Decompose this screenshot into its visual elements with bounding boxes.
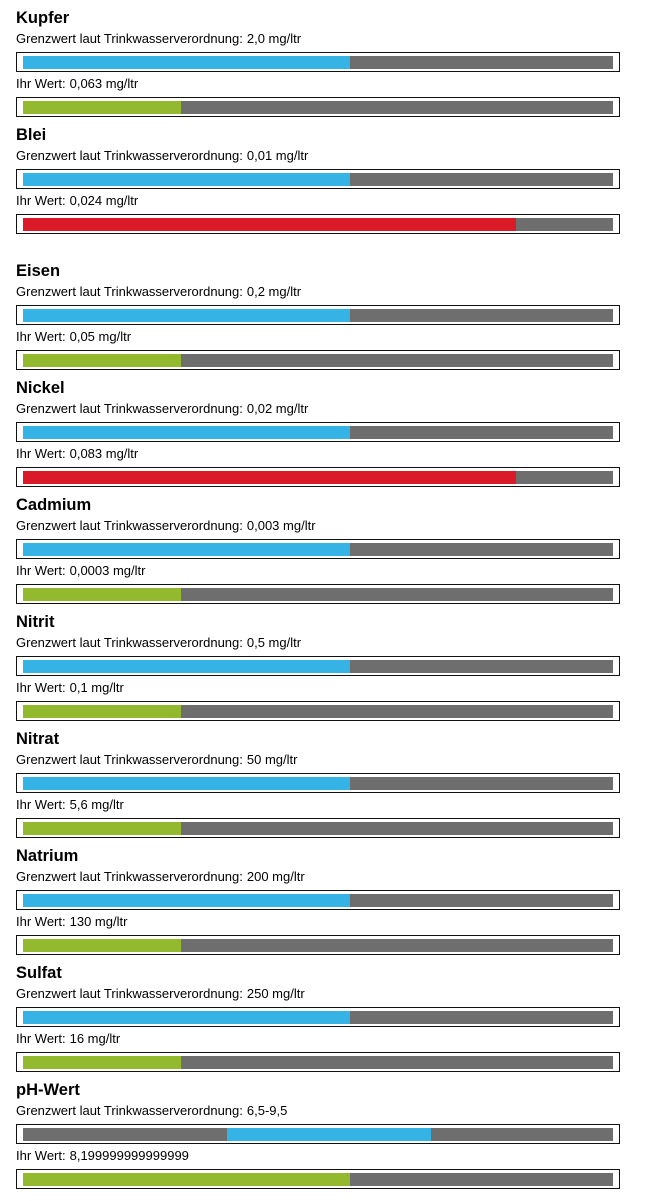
limit-line (16, 986, 305, 1002)
bar-track (23, 588, 613, 601)
limit-bar-fill (23, 1011, 350, 1024)
parameter-name: Sulfat (16, 964, 62, 982)
value-text: 0,05 mg/ltr (69, 329, 132, 344)
value-label: Ihr Wert: (16, 76, 66, 91)
value-line (16, 1031, 120, 1047)
bar-track (23, 939, 613, 952)
limit-bar-fill (23, 777, 350, 790)
value-bar (16, 818, 620, 838)
bar-track (23, 1011, 613, 1024)
limit-line (16, 284, 301, 300)
value-text: 5,6 mg/ltr (69, 797, 124, 812)
value-label: Ihr Wert: (16, 914, 66, 929)
parameter-name: Blei (16, 126, 47, 144)
value-label: Ihr Wert: (16, 563, 66, 578)
bar-track (23, 660, 613, 673)
value-line (16, 193, 138, 209)
limit-bar (16, 169, 620, 189)
limit-value: 50 mg/ltr (246, 752, 298, 767)
value-line (16, 914, 127, 930)
value-bar-fill (23, 588, 181, 601)
value-label: Ihr Wert: (16, 329, 66, 344)
value-bar (16, 584, 620, 604)
limit-bar-fill (23, 173, 350, 186)
parameter-name: Natrium (16, 847, 79, 865)
limit-bar-fill (227, 1128, 431, 1141)
value-bar (16, 1169, 620, 1189)
limit-value: 200 mg/ltr (246, 869, 305, 884)
limit-value: 0,5 mg/ltr (246, 635, 302, 650)
limit-value: 2,0 mg/ltr (246, 31, 302, 46)
bar-track (23, 822, 613, 835)
value-line (16, 680, 124, 696)
limit-label: Grenzwert laut Trinkwasserverordnung: (16, 1103, 243, 1118)
bar-track (23, 101, 613, 114)
limit-value: 0,2 mg/ltr (246, 284, 302, 299)
limit-label: Grenzwert laut Trinkwasserverordnung: (16, 284, 243, 299)
value-bar-fill (23, 218, 516, 231)
bar-track (23, 1128, 613, 1141)
bar-track (23, 309, 613, 322)
limit-label: Grenzwert laut Trinkwasserverordnung: (16, 752, 243, 767)
value-text: 8,199999999999999 (69, 1148, 189, 1163)
parameter-name: Cadmium (16, 496, 92, 514)
limit-bar (16, 890, 620, 910)
parameter-name: pH-Wert (16, 1081, 80, 1099)
value-bar-fill (23, 1056, 181, 1069)
value-bar-fill (23, 101, 181, 114)
value-bar (16, 1052, 620, 1072)
value-bar (16, 467, 620, 487)
value-label: Ihr Wert: (16, 193, 66, 208)
bar-track (23, 173, 613, 186)
parameter-name: Nitrit (16, 613, 55, 631)
value-text: 130 mg/ltr (69, 914, 128, 929)
bar-track (23, 705, 613, 718)
value-label: Ihr Wert: (16, 797, 66, 812)
limit-bar-fill (23, 309, 350, 322)
value-bar-fill (23, 1173, 350, 1186)
limit-label: Grenzwert laut Trinkwasserverordnung: (16, 518, 243, 533)
value-line (16, 1148, 189, 1164)
value-label: Ihr Wert: (16, 680, 66, 695)
limit-label: Grenzwert laut Trinkwasserverordnung: (16, 148, 243, 163)
limit-bar (16, 656, 620, 676)
value-bar (16, 214, 620, 234)
limit-label: Grenzwert laut Trinkwasserverordnung: (16, 401, 243, 416)
value-label: Ihr Wert: (16, 446, 66, 461)
value-bar (16, 701, 620, 721)
value-line (16, 797, 124, 813)
bar-track (23, 894, 613, 907)
limit-line (16, 518, 316, 534)
limit-label: Grenzwert laut Trinkwasserverordnung: (16, 635, 243, 650)
limit-bar (16, 773, 620, 793)
limit-value: 250 mg/ltr (246, 986, 305, 1001)
value-bar (16, 97, 620, 117)
limit-bar (16, 422, 620, 442)
limit-bar (16, 1007, 620, 1027)
bar-track (23, 543, 613, 556)
value-bar-fill (23, 354, 181, 367)
limit-label: Grenzwert laut Trinkwasserverordnung: (16, 986, 243, 1001)
limit-bar (16, 1124, 620, 1144)
parameter-name: Nickel (16, 379, 65, 397)
limit-value: 0,01 mg/ltr (246, 148, 309, 163)
parameter-name: Kupfer (16, 9, 70, 27)
bar-track (23, 777, 613, 790)
bar-track (23, 56, 613, 69)
limit-bar (16, 305, 620, 325)
value-line (16, 76, 138, 92)
limit-label: Grenzwert laut Trinkwasserverordnung: (16, 31, 243, 46)
parameter-name: Eisen (16, 262, 61, 280)
limit-line (16, 1103, 287, 1119)
limit-value: 6,5-9,5 (246, 1103, 288, 1118)
limit-value: 0,003 mg/ltr (246, 518, 316, 533)
value-bar-fill (23, 705, 181, 718)
value-bar-fill (23, 471, 516, 484)
value-text: 0,063 mg/ltr (69, 76, 139, 91)
limit-line (16, 752, 297, 768)
bar-track (23, 426, 613, 439)
value-line (16, 563, 145, 579)
limit-line (16, 148, 308, 164)
value-bar (16, 935, 620, 955)
limit-value: 0,02 mg/ltr (246, 401, 309, 416)
limit-bar-fill (23, 426, 350, 439)
value-text: 16 mg/ltr (69, 1031, 121, 1046)
value-line (16, 329, 131, 345)
bar-track (23, 354, 613, 367)
limit-line (16, 401, 308, 417)
bar-track (23, 218, 613, 231)
value-text: 0,1 mg/ltr (69, 680, 124, 695)
value-bar (16, 350, 620, 370)
limit-bar-fill (23, 56, 350, 69)
limit-bar-fill (23, 543, 350, 556)
value-bar-fill (23, 822, 181, 835)
limit-bar (16, 52, 620, 72)
value-bar-fill (23, 939, 181, 952)
bar-track (23, 1056, 613, 1069)
limit-line (16, 635, 301, 651)
limit-bar-fill (23, 894, 350, 907)
value-text: 0,024 mg/ltr (69, 193, 139, 208)
value-line (16, 446, 138, 462)
bar-track (23, 1173, 613, 1186)
limit-bar-fill (23, 660, 350, 673)
value-text: 0,0003 mg/ltr (69, 563, 146, 578)
limit-label: Grenzwert laut Trinkwasserverordnung: (16, 869, 243, 884)
limit-line (16, 869, 305, 885)
value-text: 0,083 mg/ltr (69, 446, 139, 461)
limit-bar (16, 539, 620, 559)
value-label: Ihr Wert: (16, 1031, 66, 1046)
limit-line (16, 31, 301, 47)
value-label: Ihr Wert: (16, 1148, 66, 1163)
bar-track (23, 471, 613, 484)
parameter-name: Nitrat (16, 730, 60, 748)
